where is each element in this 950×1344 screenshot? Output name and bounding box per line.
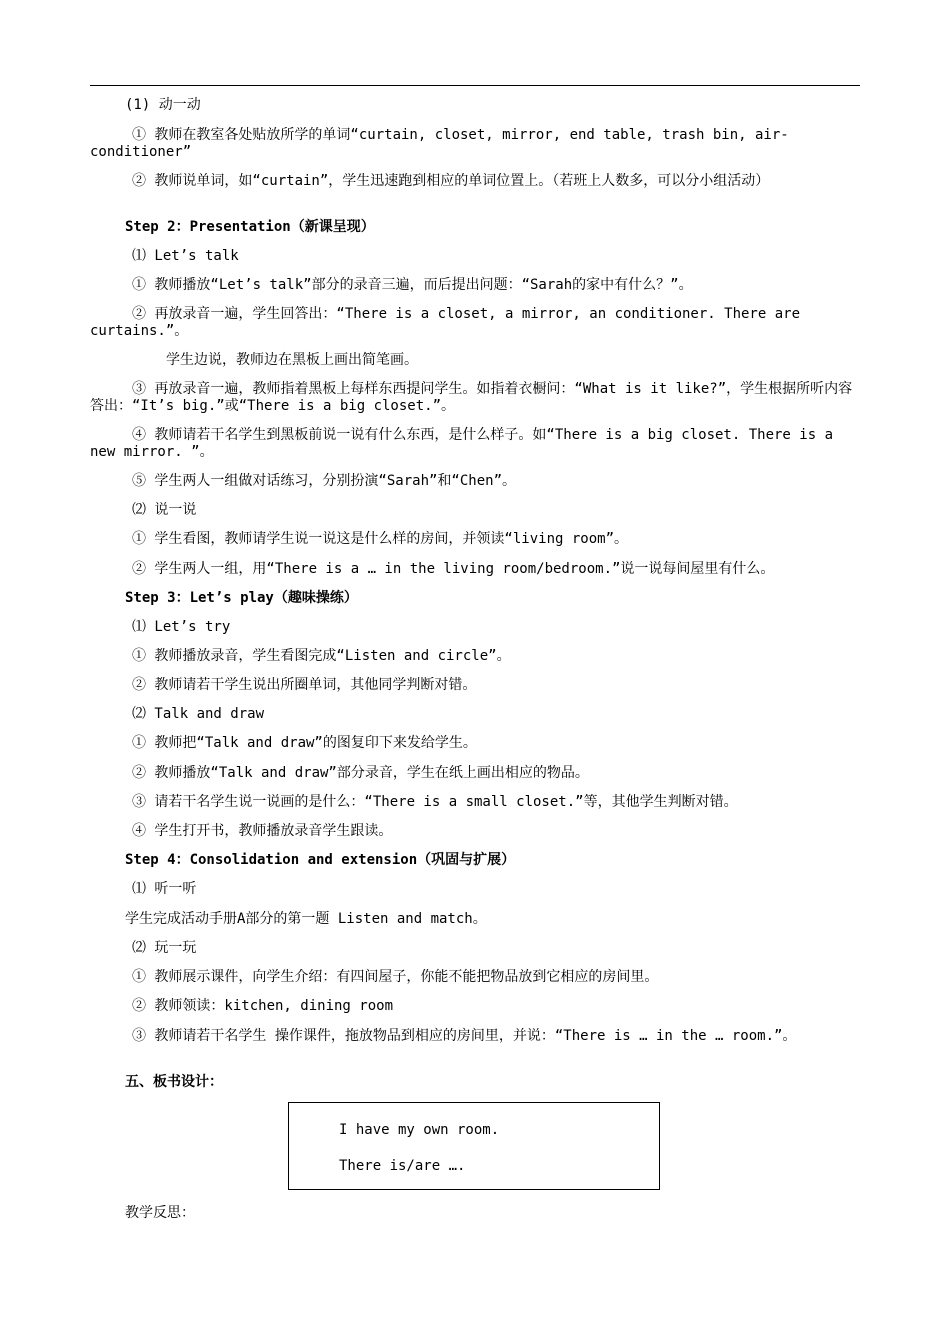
step-4-heading: Step 4：Consolidation and extension（巩固与扩展） bbox=[125, 852, 516, 868]
teaching-reflection-label: 教学反思： bbox=[125, 1205, 195, 1221]
paragraph-drag-items: ③ 教师请若干名学生 操作课件，拖放物品到相应的房间里，并说：“There is … in the … room.”。 bbox=[132, 1028, 797, 1044]
blackboard-design-box bbox=[288, 1102, 660, 1190]
paragraph-sketch: 学生边说，教师边在黑板上画出简笔画。 bbox=[166, 352, 418, 368]
step-3-heading: Step 3：Let’s play（趣味操练） bbox=[125, 590, 358, 606]
paragraph-word-posting: ① 教师在教室各处贴放所学的单词“curtain, closet, mirror, end table, trash bin, air-conditioner” bbox=[90, 127, 789, 160]
paragraph-copy-picture: ① 教师把“Talk and draw”的图复印下来发给学生。 bbox=[132, 735, 477, 751]
sub-heading-lets-try: ⑴ Let’s try bbox=[132, 619, 231, 635]
paragraph-word-running: ② 教师说单词，如“curtain”，学生迅速跑到相应的单词位置上。（若班上人数多，可以分小组活动） bbox=[132, 173, 770, 189]
sub-heading-say: ⑵ 说一说 bbox=[132, 502, 197, 518]
sub-heading-play: ⑵ 玩一玩 bbox=[132, 940, 197, 956]
paragraph-pair-there-is: ② 学生两人一组，用“There is a … in the living room/bedroom.”说一说每间屋里有什么。 bbox=[132, 561, 775, 577]
paragraph-say-drawing: ③ 请若干名学生说一说画的是什么：“There is a small closet.”等，其他学生判断对错。 bbox=[132, 794, 738, 810]
paragraph-look-picture: ① 学生看图，教师请学生说一说这是什么样的房间，并领读“living room”。 bbox=[132, 531, 629, 547]
section-heading-activity: (1) 动一动 bbox=[125, 97, 201, 113]
section-heading-board-design: 五、板书设计： bbox=[125, 1074, 223, 1090]
paragraph-draw-items: ② 教师播放“Talk and draw”部分录音，学生在纸上画出相应的物品。 bbox=[132, 765, 589, 781]
paragraph-pair-dialogue: ⑤ 学生两人一组做对话练习，分别扮演“Sarah”和“Chen”。 bbox=[132, 473, 517, 489]
paragraph-listen-circle: ① 教师播放录音，学生看图完成“Listen and circle”。 bbox=[132, 648, 511, 664]
paragraph-read-along: ④ 学生打开书，教师播放录音学生跟读。 bbox=[132, 823, 393, 839]
step-2-heading: Step 2：Presentation（新课呈现） bbox=[125, 219, 375, 235]
sub-heading-listen: ⑴ 听一听 bbox=[132, 881, 197, 897]
sub-heading-talk-draw: ⑵ Talk and draw bbox=[132, 706, 265, 722]
sub-heading-lets-talk: ⑴ Let’s talk bbox=[132, 248, 239, 264]
header-rule bbox=[90, 85, 860, 86]
board-line-1: I have my own room. bbox=[339, 1122, 500, 1138]
paragraph-replay-answer: ② 再放录音一遍，学生回答出：“There is a closet, a mirror, an conditioner. There are curtains.”。 bbox=[90, 306, 801, 339]
board-line-2: There is/are …. bbox=[339, 1158, 466, 1174]
paragraph-ask-questions: ③ 再放录音一遍，教师指着黑板上每样东西提问学生。如指着衣橱问：“What is it like?”，学生根据所听内容答出：“It’s big.”或“There is a big closet.”。 bbox=[90, 381, 853, 414]
paragraph-play-recording: ① 教师播放“Let’s talk”部分的录音三遍，而后提出问题：“Sarah的家中有什么？”。 bbox=[132, 277, 693, 293]
paragraph-lead-reading: ② 教师领读：kitchen, dining room bbox=[132, 998, 394, 1014]
paragraph-show-courseware: ① 教师展示课件，向学生介绍：有四间屋子，你能不能把物品放到它相应的房间里。 bbox=[132, 969, 659, 985]
paragraph-workbook: 学生完成活动手册A部分的第一题 Listen and match。 bbox=[125, 911, 487, 927]
paragraph-circled-words: ② 教师请若干学生说出所圈单词，其他同学判断对错。 bbox=[132, 677, 477, 693]
paragraph-blackboard-describe: ④ 教师请若干名学生到黑板前说一说有什么东西，是什么样子。如“There is a big closet. There is a new mirror. ”。 bbox=[90, 427, 834, 460]
